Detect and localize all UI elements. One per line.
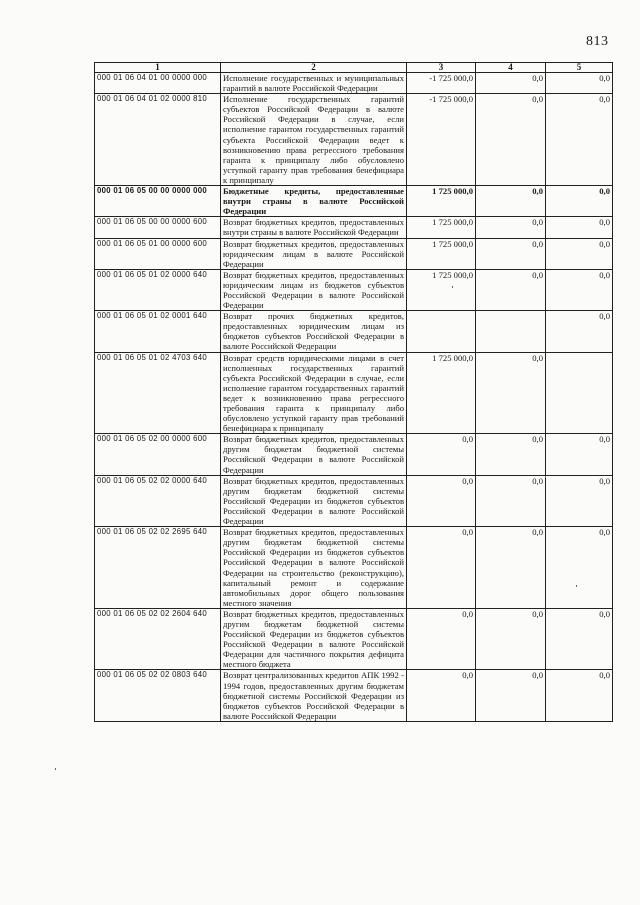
row-value-col4: 0,0 — [476, 670, 546, 721]
row-value-col3: 1 725 000,0 — [407, 186, 476, 217]
row-value-col4: 0,0 — [476, 269, 546, 310]
table-row — [95, 269, 613, 310]
row-description: Исполнение государственных гарантий субъектов Российской Федерации в валюте Российской Федерации в случае, если исполнение гарантом государственных гарантий субъекта Российской Федерации ведет к возникновению права регрессного требования гаранта к принципалу либо обусловлено уступкой гаранту прав требования бенефициара к принципалу — [221, 94, 407, 186]
row-value-col3: 1 725 000,0 — [407, 217, 476, 238]
row-description: Исполнение государственных и муниципальных гарантий в валюте Российской Федерации — [221, 73, 407, 94]
row-value-col3: -1 725 000,0 — [407, 73, 476, 94]
row-value-col4: 0,0 — [476, 434, 546, 475]
budget-sources-table — [94, 62, 613, 722]
row-value-col4: 0,0 — [476, 475, 546, 526]
table-row — [95, 73, 613, 94]
row-value-col4: 0,0 — [476, 608, 546, 670]
row-value-col5: 0,0 — [546, 311, 613, 352]
row-value-col5: 0,0 — [546, 269, 613, 310]
row-value-col5: 0,0 — [546, 475, 613, 526]
row-code: 000 01 06 05 01 02 0001 640 — [95, 311, 221, 352]
row-value-col5: 0,0 — [546, 186, 613, 217]
row-code: 000 01 06 05 00 00 0000 000 — [95, 186, 221, 217]
row-value-col4: 0,0 — [476, 238, 546, 269]
table-row — [95, 352, 613, 434]
row-value-col5: 0,0 — [546, 434, 613, 475]
row-value-col3: 0,0 — [407, 670, 476, 721]
row-description: Возврат бюджетных кредитов, предоставленных юридическим лицам из бюджетов субъектов Российской Федерации в валюте Российской Федерации — [221, 269, 407, 310]
table-header-row — [95, 63, 613, 73]
row-description: Возврат бюджетных кредитов, предоставленных внутри страны в валюте Российской Федерации — [221, 217, 407, 238]
row-description: Возврат прочих бюджетных кредитов, предоставленных юридическим лицам из бюджетов субъектов Российской Федерации в валюте Российской Федерации — [221, 311, 407, 352]
row-description: Возврат средств юридическими лицами в счет исполненных государственных гарантий субъекта Российской Федерации в случае, если исполнение гарантом государственных гарантий ведет к возникновению права регрессного требования гаранта к принципалу либо обусловлено уступкой гаранту прав требований бенефициара к принципалу — [221, 352, 407, 434]
scan-speck — [545, 476, 546, 478]
row-value-col5: 0,0 — [546, 217, 613, 238]
row-value-col5: 0,0 — [546, 73, 613, 94]
column-header: 2 — [221, 63, 407, 73]
row-code: 000 01 06 05 02 02 2604 640 — [95, 608, 221, 670]
row-description: Возврат бюджетных кредитов, предоставленных другим бюджетам бюджетной системы Российской Федерации из бюджетов субъектов Российской Федерации в валюте Российской Федерации — [221, 475, 407, 526]
row-code: 000 01 06 05 01 00 0000 600 — [95, 238, 221, 269]
table-row — [95, 434, 613, 475]
table-row — [95, 527, 613, 609]
row-description: Бюджетные кредиты, предоставленные внутри страны в валюте Российской Федерации — [221, 186, 407, 217]
row-value-col5: 0,0 — [546, 670, 613, 721]
table-row — [95, 475, 613, 526]
row-description: Возврат централизованных кредитов АПК 1992 - 1994 годов, предоставленных другим бюджетам бюджетной системы Российской Федерации из бюджетов субъектов Российской Федерации в валюте Российской Федерации — [221, 670, 407, 721]
scan-speck — [452, 286, 453, 288]
row-value-col3: 1 725 000,0 — [407, 269, 476, 310]
row-value-col5: 0,0 — [546, 238, 613, 269]
row-value-col4 — [476, 311, 546, 352]
row-value-col3: 0,0 — [407, 608, 476, 670]
row-code: 000 01 06 05 02 02 0803 640 — [95, 670, 221, 721]
row-value-col5: 0,0 — [546, 527, 613, 609]
row-code: 000 01 06 05 02 02 0000 640 — [95, 475, 221, 526]
page-number: 813 — [586, 34, 609, 49]
row-value-col4: 0,0 — [476, 352, 546, 434]
row-value-col3: 0,0 — [407, 527, 476, 609]
table-row — [95, 311, 613, 352]
row-code: 000 01 06 04 01 02 0000 810 — [95, 94, 221, 186]
column-header: 5 — [546, 63, 613, 73]
row-value-col3 — [407, 311, 476, 352]
row-value-col4: 0,0 — [476, 217, 546, 238]
table-row — [95, 608, 613, 670]
column-header: 4 — [476, 63, 546, 73]
column-header: 3 — [407, 63, 476, 73]
row-code: 000 01 06 05 02 02 2695 640 — [95, 527, 221, 609]
row-code: 000 01 06 05 02 00 0000 600 — [95, 434, 221, 475]
row-value-col3: 1 725 000,0 — [407, 238, 476, 269]
row-code: 000 01 06 04 01 00 0000 000 — [95, 73, 221, 94]
row-value-col3: 0,0 — [407, 434, 476, 475]
row-code: 000 01 06 05 01 02 4703 640 — [95, 352, 221, 434]
table-row — [95, 94, 613, 186]
row-value-col4: 0,0 — [476, 186, 546, 217]
table-row — [95, 217, 613, 238]
row-code: 000 01 06 05 01 02 0000 640 — [95, 269, 221, 310]
scan-speck — [55, 768, 56, 770]
row-value-col4: 0,0 — [476, 73, 546, 94]
row-value-col3: -1 725 000,0 — [407, 94, 476, 186]
row-code: 000 01 06 05 00 00 0000 600 — [95, 217, 221, 238]
table-row — [95, 186, 613, 217]
table-body — [95, 73, 613, 722]
row-value-col3: 1 725 000,0 — [407, 352, 476, 434]
scan-speck — [576, 585, 577, 587]
table-row — [95, 238, 613, 269]
row-value-col5: 0,0 — [546, 94, 613, 186]
row-value-col4: 0,0 — [476, 527, 546, 609]
row-value-col5 — [546, 352, 613, 434]
row-value-col3: 0,0 — [407, 475, 476, 526]
table-row — [95, 670, 613, 721]
row-value-col4: 0,0 — [476, 94, 546, 186]
row-description: Возврат бюджетных кредитов, предоставленных другим бюджетам бюджетной системы Российской Федерации из бюджетов субъектов Российской Федерации в валюте Российской Федерации для частичного покрытия дефицита местного бюджета — [221, 608, 407, 670]
row-value-col5: 0,0 — [546, 608, 613, 670]
column-header: 1 — [95, 63, 221, 73]
row-description: Возврат бюджетных кредитов, предоставленных другим бюджетам бюджетной системы Российской Федерации из бюджетов субъектов Российской Федерации в валюте Российской Федерации на строительство (реконструкцию), капитальный ремонт и содержание автомобильных дорог общего пользования местного значения — [221, 527, 407, 609]
row-description: Возврат бюджетных кредитов, предоставленных юридическим лицам в валюте Российской Федерации — [221, 238, 407, 269]
row-description: Возврат бюджетных кредитов, предоставленных другим бюджетам бюджетной системы Российской Федерации в валюте Российской Федерации — [221, 434, 407, 475]
